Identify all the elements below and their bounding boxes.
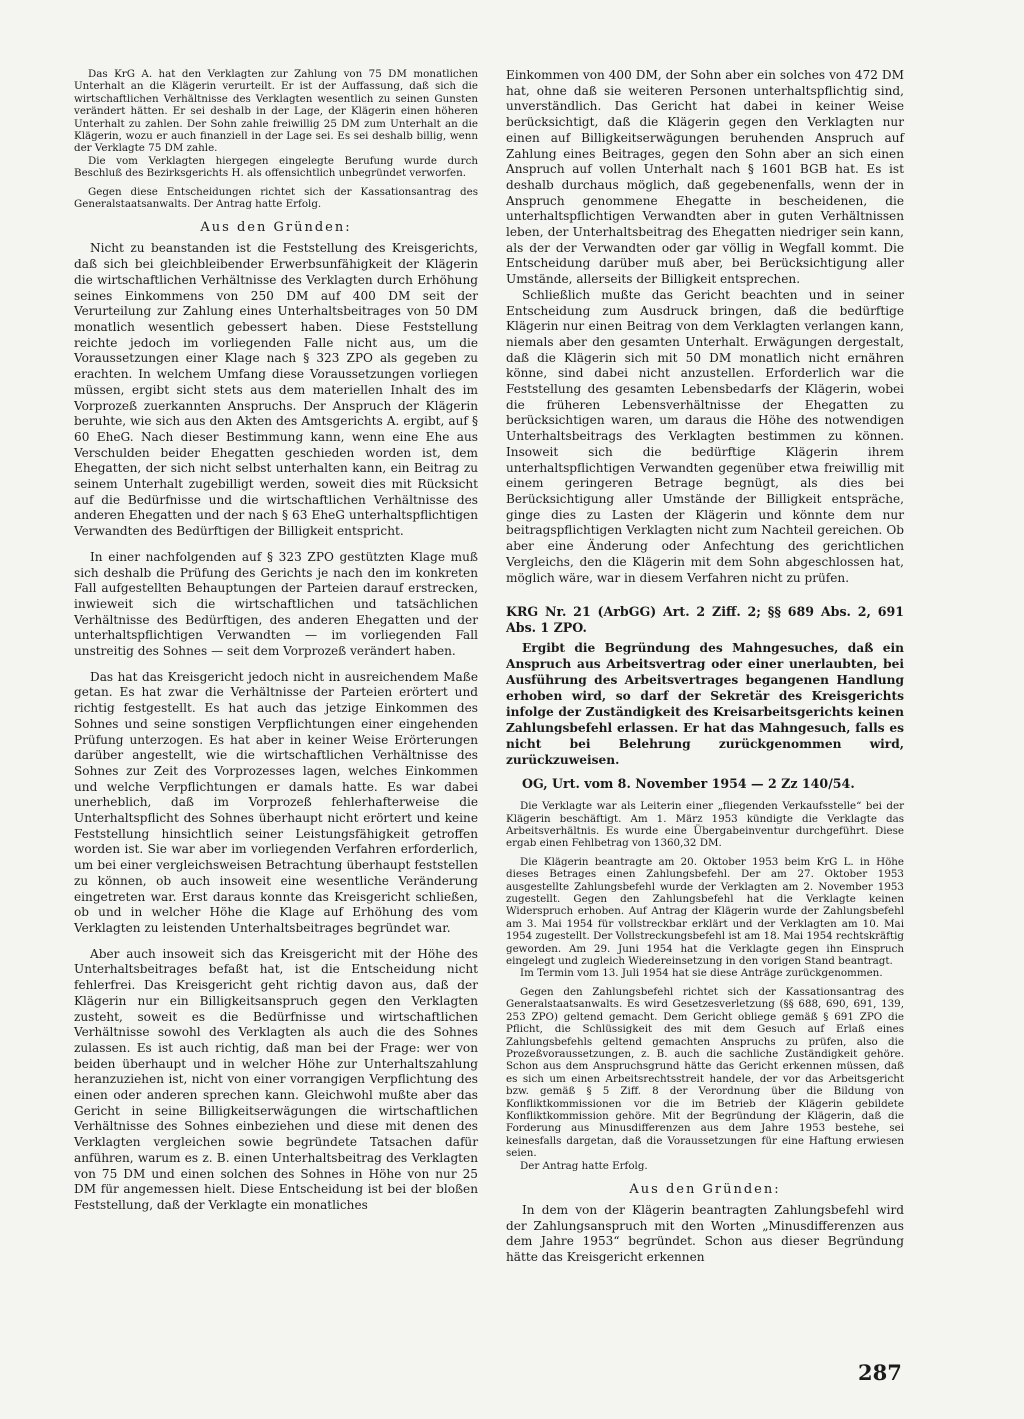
intro-paragraph: Gegen diese Entscheidungen richtet sich der Kassationsantrag des Generalstaatsanwalts. Der Antrag hatte Erfolg. — [74, 185, 478, 211]
left-column — [74, 68, 478, 1214]
facts-paragraph: Der Antrag hatte Erfolg. — [520, 1159, 648, 1172]
intro-paragraph: Das KrG A. hat den Verklagten zur Zahlung von 75 DM monatlichen Unterhalt an die Klägerin verurteilt. Er ist der Auffassung, daß sich die wirtschaftlichen Verhältnisse des Verklagten wesentlich zu seinen Gunsten verändert hätten. Er sei deshalb in der Lage, der Klägerin einen höheren Unterhalt zu zahlen. Der Sohn zahle freiwillig 25 DM zum Unterhalt an die Klägerin, wozu er auch finanziell in der Lage sei. Es sei deshalb billig, wenn der Verklagte 75 DM zahle. — [74, 68, 478, 155]
body-paragraph: Nicht zu beanstanden ist die Feststellung des Kreisgerichts, daß sich bei gleichbleibender Erwerbsunfähigkeit der Klägerin die wirtschaftlichen Verhältnisse des Verklagten durch Erhöhung seines Einkommens von 250 DM auf 400 DM seit der Verurteilung zur Zahlung eines Unterhaltsbeitrages von 50 DM monatlich wesentlich gebessert haben. Diese Feststellung reichte jedoch im vorliegenden Falle nicht aus, um die Voraussetzungen einer Klage nach § 323 ZPO als gegeben zu erachten. In welchem Umfang diese Voraussetzungen vorliegen müssen, ergibt sicht stets aus dem materiellen Inhalt des im Vorprozeß zuerkannten Anspruchs. Der Anspruch der Klägerin beruhte, wie sich aus den Akten des Amtsgerichts A. ergibt, auf § 60 EheG. Nach dieser Bestimmung kann, wenn eine Ehe aus Verschulden beider Ehegatten geschieden worden ist, dem Ehegatten, der sich nicht selbst unterhalten kann, ein Beitrag zu seinem Unterhalt zugebilligt werden, soweit dies mit Rücksicht auf die Bedürfnisse und die wirtschaftlichen Verhältnisse des anderen Ehegatten und der nach § 63 EheG unterhaltspflichtigen Verwandten des Bedürftigen der Billigkeit entspricht. — [74, 241, 478, 539]
body-paragraph: In dem von der Klägerin beantragten Zahlungsbefehl wird der Zahlungsanspruch mit den Worten „Minusdifferenzen aus dem Jahre 1953“ begründet. Schon aus dieser Begründung hätte das Kreisgericht erkennen — [506, 1202, 904, 1265]
facts-paragraph: Die Klägerin beantragte am 20. Oktober 1953 beim KrG L. in Höhe dieses Betrages einen Zahlungsbefehl. Der am 27. Oktober 1953 ausgestellte Zahlungsbefehl wurde der Verklagten am 2. November 1953 zugestellt. Gegen den Zahlungsbefehl hat die Verklagte keinen Widerspruch erhoben. Auf Antrag der Klägerin wurde der Zahlungsbefehl am 3. Mai 1954 für vollstreckbar erklärt und der Verklagten am 10. Mai 1954 zugestellt. Der Vollstreckungsbefehl ist am 18. Mai 1954 rechtskräftig geworden. Am 29. Juni 1954 hat die Verklagte gegen ihn Einspruch eingelegt und zugleich Wiedereinsetzung in den vorigen Stand beantragt. — [506, 855, 904, 968]
body-paragraph: Einkommen von 400 DM, der Sohn aber ein solches von 472 DM hat, ohne daß sie weiteren Personen unterhaltspflichtig sind, unverständlich. Das Gericht hat dabei in keiner Weise berücksichtigt, daß die Klägerin gegen den Verklagten nur einen auf Billigkeitserwägungen beruhenden Anspruch auf Zahlung eines Beitrages, gegen den Sohn aber an sich einen Anspruch auf vollen Unterhalt nach § 1601 BGB hat. Es ist deshalb durchaus möglich, daß gegebenenfalls, wenn der in Anspruch genommene Ehegatte in bescheidenen, die unterhaltspflichtigen Verwandten aber in guten Verhältnissen leben, der Unterhaltsbeitrag des Ehegatten niedriger sein kann, als der der Verwandten oder gar völlig in Wegfall kommt. Die Entscheidung darüber muß aber, bei Berücksichtigung aller Umstände, allerseits der Billigkeit entsprechen. — [506, 68, 904, 287]
page-number: 287 — [858, 1360, 902, 1385]
case-reference: KRG Nr. 21 (ArbGG) Art. 2 Ziff. 2; §§ 689 Abs. 2, 691 Abs. 1 ZPO. — [506, 604, 904, 636]
body-paragraph: Aber auch insoweit sich das Kreisgericht mit der Höhe des Unterhaltsbeitrages befaßt hat, ist die Entscheidung nicht fehlerfrei. Das Kreisgericht geht richtig davon aus, daß der Klägerin nur ein Billigkeitsanspruch gegen den Verklagten zusteht, soweit es die Bedürfnisse und wirtschaftlichen Verhältnisse sowohl des Verklagten als auch die des Sohnes zulassen. Es ist auch richtig, daß man bei der Frage: wer von beiden überhaupt und in welcher Höhe zur Unterhaltszahlung heranzuziehen ist, nicht von einer vorrangigen Verpflichtung des einen oder anderen sprechen kann. Gleichwohl mußte aber das Gericht in seine Billigkeitserwägungen die wirtschaftlichen Verhältnisse des Sohnes einbeziehen und diese mit denen des Verklagten vergleichen sowie begründete Tatsachen dafür anführen, warum es z. B. einen Unterhaltsbeitrag des Verklagten von 75 DM und einen solchen des Sohnes in Höhe von nur 25 DM für angemessen hielt. Diese Entscheidung ist bei der bloßen Feststellung, daß der Verklagte ein monatliches — [74, 946, 478, 1212]
headnote: Ergibt die Begründung des Mahngesuches, daß ein Anspruch aus Arbeitsvertrag oder einer unerlaubten, bei Ausführung des Arbeitsvertrages begangenen Handlung erhoben wird, so darf der Sekretär des Kreisgerichts infolge der Zuständigkeit des Kreisarbeitsgerichts keinen Zahlungsbefehl erlassen. Er hat das Mahngesuch, falls es nicht bei Belehrung zurückgenommen wird, zurückzuweisen. — [506, 641, 904, 768]
body-paragraph: In einer nachfolgenden auf § 323 ZPO gestützten Klage muß sich deshalb die Prüfung des Gerichts je nach den im konkreten Fall aufgestellten Behauptungen der Parteien darauf erstrecken, inwieweit sich die wirtschaftlichen und tatsächlichen Verhältnisse des Bedürftigen, des anderen Ehegatten und der unterhaltspflichtigen Verwandten — im vorliegenden Fall unstreitig des Sohnes — seit dem Vorprozeß verändert haben. — [74, 549, 478, 659]
facts-paragraph: Die Verklagte war als Leiterin einer „fliegenden Verkaufsstelle“ bei der Klägerin beschäftigt. Am 1. März 1953 kündigte die Verklagte das Arbeitsverhältnis. Es wurde eine Übergabeinventur durchgeführt. Diese ergab einen Fehlbetrag von 1360,32 DM. — [506, 800, 904, 850]
section-heading: Aus den Gründen: — [629, 1181, 781, 1197]
decision-date: OG, Urt. vom 8. November 1954 — 2 Zz 140/54. — [522, 776, 855, 792]
facts-paragraph: Im Termin vom 13. Juli 1954 hat sie diese Anträge zurückgenommen. — [520, 967, 883, 980]
body-paragraph: Das hat das Kreisgericht jedoch nicht in ausreichendem Maße getan. Es hat zwar die Verhältnisse der Parteien erörtert und richtig festgestellt. Es hat auch das jetzige Einkommen des Sohnes und seine sonstigen Verpflichtungen einer eingehenden Prüfung unterzogen. Es hat aber in keiner Weise Erörterungen darüber angestellt, wie die wirtschaftlichen Verhältnisse des Sohnes zur Zeit des Vorprozesses lagen, welches Einkommen und welche Verpflichtungen er damals hatte. Es war dabei unerheblich, daß im Vorprozeß fehlerhafterweise die Unterhaltspflicht des Sohnes überhaupt nicht erörtert und keine Feststellung hinsichtlich seiner Leistungsfähigkeit getroffen worden ist. Sie war aber im vorliegenden Verfahren erforderlich, um bei einer vergleichsweisen Betrachtung überhaupt feststellen zu können, ob auch insoweit eine wesentliche Veränderung eingetreten war. Erst daraus konnte das Kreisgericht schließen, ob und in welcher Höhe die Klage auf Erhöhung des vom Verklagten zu leistenden Unterhaltsbeitrages begründet war. — [74, 669, 478, 935]
body-paragraph: Schließlich mußte das Gericht beachten und in seiner Entscheidung zum Ausdruck bringen, daß die bedürftige Klägerin nur einen Beitrag von dem Verklagten verlangen kann, niemals aber den gesamten Unterhalt. Erwägungen dergestalt, daß die Klägerin sich mit 50 DM monatlich nicht ernähren könne, sind dabei nicht anzustellen. Erforderlich war die Feststellung des gesamten Lebensbedarfs der Klägerin, wobei die früheren Lebensverhältnisse der Ehegatten zu berücksichtigen waren, um daraus die Höhe des notwendigen Unterhaltsbeitrags des Verklagten bestimmen zu können. Insoweit sich die bedürftige Klägerin ihrem unterhaltspflichtigen Verwandten gegenüber etwa freiwillig mit einem geringeren Betrage begnügt, als dies bei Berücksichtigung aller Umstände der Billigkeit entspräche, ginge dies zu Lasten der Klägerin und könnte dem nur beitragspflichtigen Verklagten nicht zum Nachteil gereichen. Ob aber eine Änderung oder Anfechtung des gerichtlichen Vergleichs, den die Klägerin mit dem Sohn abgeschlossen hat, möglich wäre, war in diesem Verfahren nicht zu prüfen. — [506, 287, 904, 585]
intro-paragraph: Die vom Verklagten hiergegen eingelegte Berufung wurde durch Beschluß des Bezirksgerichts H. als offensichtlich unbegründet verworfen. — [74, 154, 478, 180]
facts-paragraph: Gegen den Zahlungsbefehl richtet sich der Kassationsantrag des Generalstaatsanwalts. Es wird Gesetzesverletzung (§§ 688, 690, 691, 139, 253 ZPO) geltend gemacht. Dem Gericht obliege gemäß § 691 ZPO die Pflicht, die Schlüssigkeit des mit dem Gesuch auf Erlaß eines Zahlungsbefehls geltend gemachten Anspruchs zu prüfen, also die Prozeßvoraussetzungen, z. B. auch die sachliche Zuständigkeit gehöre. Schon aus dem Anspruchsgrund hätte das Gericht erkennen müssen, daß es sich um einen Arbeitsrechtsstreit handele, der vor das Arbeitsgericht bzw. gemäß § 5 Ziff. 8 der Verordnung über die Bildung von Konfliktkommissionen vor die im Betrieb der Klägerin gebildete Konfliktkommission gehöre. Mit der Begründung der Klägerin, daß die Forderung aus Minusdifferenzen aus dem Jahre 1953 bestehe, sei keinesfalls dargetan, daß die Voraussetzungen für eine Haftung erwiesen seien. — [506, 985, 904, 1160]
section-heading: Aus den Gründen: — [200, 220, 352, 236]
right-column — [506, 68, 904, 1266]
